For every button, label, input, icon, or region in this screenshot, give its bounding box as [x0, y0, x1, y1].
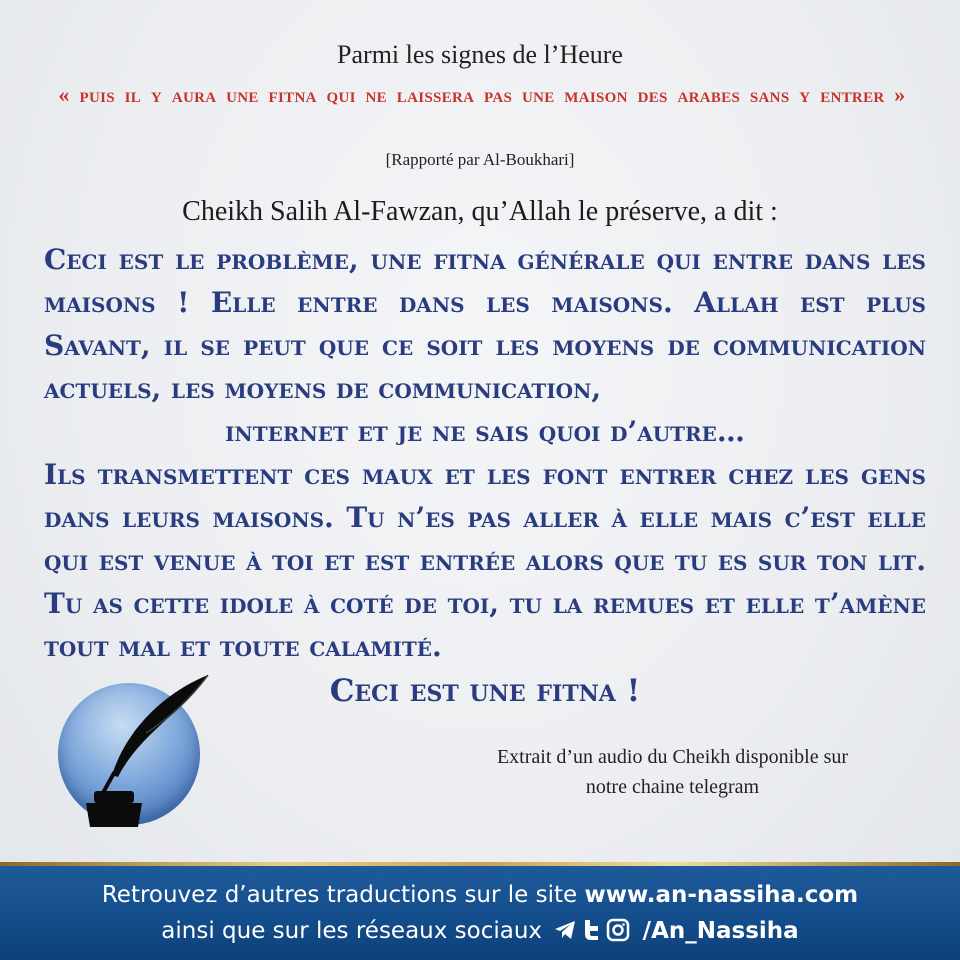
- sheikh-quote: [44, 238, 926, 713]
- quill-ink-icon: [58, 669, 218, 829]
- extract-note: [420, 742, 925, 802]
- footer-line-1: [0, 882, 960, 908]
- social-icons: [553, 918, 631, 948]
- hadith-source: [Rapporté par Al-Boukhari]: [385, 150, 575, 169]
- telegram-icon[interactable]: [555, 921, 575, 939]
- extract-line-2: notre chaine telegram: [585, 776, 760, 798]
- quote-closing: Ceci est une fitna !: [329, 673, 641, 709]
- footer-banner: [0, 866, 960, 960]
- website-link[interactable]: www.an-nassiha.com: [584, 882, 859, 908]
- extract-line-1: Extrait d’un audio du Cheikh disponible sur: [496, 746, 849, 768]
- quote-paragraph-1-end: internet et je ne sais quoi d’autre…: [225, 415, 745, 448]
- footer-line-2: [0, 918, 960, 948]
- quill-logo: [58, 683, 200, 825]
- instagram-icon[interactable]: [608, 920, 628, 940]
- quote-paragraph-2: Ils transmettent ces maux et les font entrer chez les gens dans leurs maisons. Tu n’es pas aller à elle mais c’est elle qui est venue à toi et est entrée alors que tu es sur ton lit. Tu as cette idole à coté de toi, tu la remues et elle t’amène tout mal et toute calamité.: [44, 458, 926, 663]
- hadith-quote: « puis il y aura une fitna qui ne laissera pas une maison des arabes sans y entrer »: [58, 82, 906, 107]
- speaker-intro: Cheikh Salih Al-Fawzan, qu’Allah le préserve, a dit :: [182, 196, 778, 227]
- footer-social-prefix: ainsi que sur les réseaux sociaux: [161, 918, 543, 944]
- social-handle[interactable]: /An_Nassiha: [642, 918, 799, 944]
- footer-site-prefix: Retrouvez d’autres traductions sur le site: [101, 882, 578, 908]
- quote-paragraph-1: Ceci est le problème, une fitna générale qui entre dans les maisons ! Elle entre dans les maisons. Allah est plus Savant, il se peut que ce soit les moyens de communication actuels, les moyens de communication,: [44, 243, 926, 405]
- twitter-icon[interactable]: [585, 920, 598, 940]
- page-title: Parmi les signes de l’Heure: [337, 40, 623, 69]
